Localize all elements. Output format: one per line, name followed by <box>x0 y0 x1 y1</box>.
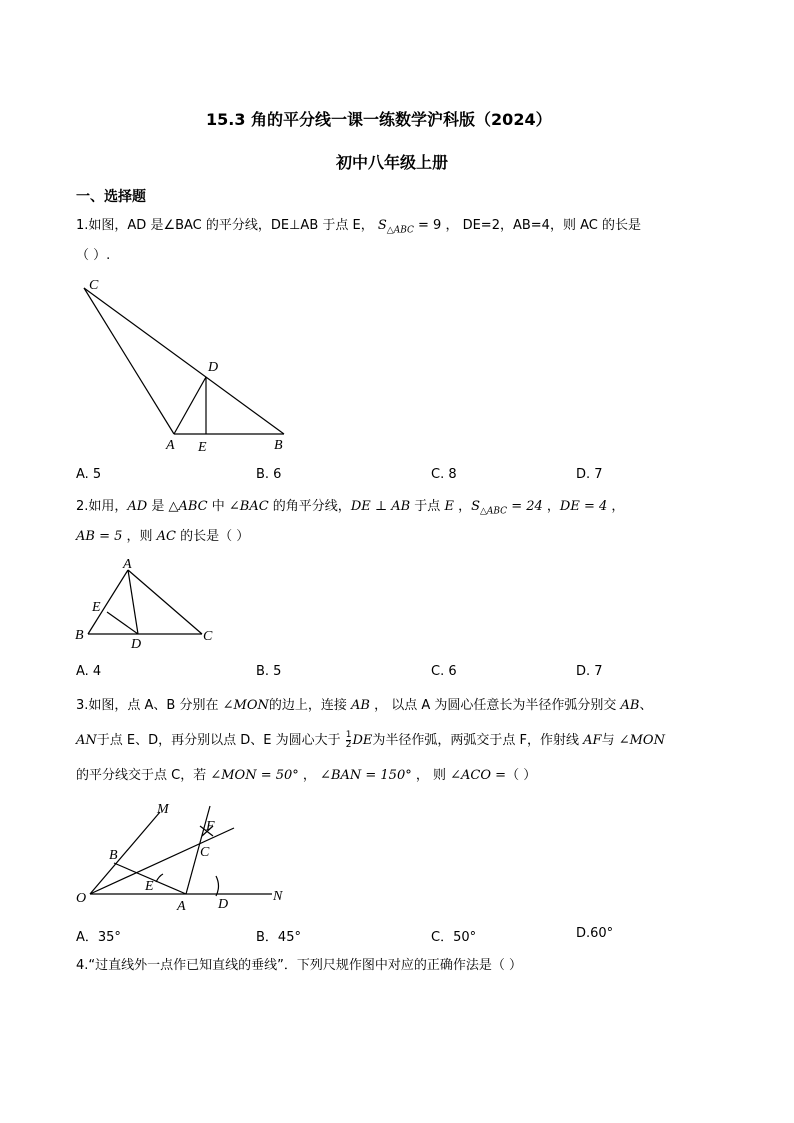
q2-label-b: B <box>75 628 84 643</box>
q2-area-subscript: △ABC <box>479 506 508 517</box>
q3-label-a: A <box>177 899 186 914</box>
q3-label-n: N <box>273 889 283 904</box>
q2-ac: AC <box>156 529 176 544</box>
q3-ab-2: AB <box>620 698 640 713</box>
question-3-line-2 <box>76 731 665 751</box>
q1-label-c: C <box>89 278 99 293</box>
q3-label-d: D <box>218 897 229 912</box>
q2-angle: ∠BAC <box>228 499 269 514</box>
q3-text-pre: 3.如图，点 A、B 分别在 <box>76 698 223 713</box>
q3-text-2: ， 以点 A 为圆心任意长为半径作弧分别交 <box>369 698 621 713</box>
q3-text-4: 于点 E、D，再分别以点 D、E 为圆心大于 <box>96 733 345 748</box>
q3-label-o: O <box>76 891 87 906</box>
q3-eq-mon: ∠MON = 50° <box>210 768 299 783</box>
q3-option-c[interactable]: C．50° <box>431 930 477 945</box>
q2-option-d[interactable]: D. 7 <box>576 664 603 679</box>
q3-text-3: 、 <box>639 698 653 713</box>
question-1-line-1 <box>76 216 641 241</box>
question-2-line-1 <box>76 497 624 522</box>
section-heading: 一、选择题 <box>76 189 146 205</box>
q1-label-e: E <box>198 440 207 455</box>
q1-text-pre: 1.如图，AD 是∠BAC 的平分线，DE⊥AB 于点 E， <box>76 218 374 233</box>
q2-text-8: ，则 <box>122 529 157 544</box>
q3-label-c: C <box>200 845 210 860</box>
q2-text-5: ， <box>453 499 472 514</box>
q3-text-5: 为半径作弧，两弧交于点 F，作射线 <box>372 733 584 748</box>
q3-arc-d <box>216 876 219 896</box>
q2-segment-ac <box>128 570 202 634</box>
q3-option-b[interactable]: B．45° <box>256 930 301 945</box>
q3-arc-e <box>156 874 163 882</box>
q3-an: AN <box>76 733 97 748</box>
q3-text-6: 与 <box>601 733 619 748</box>
q2-area-value: = 24 <box>507 499 543 514</box>
q3-option-a[interactable]: A．35° <box>76 930 121 945</box>
page-title: 15.3 角的平分线一课一练数学沪科版（2024） <box>206 110 552 129</box>
q2-option-c[interactable]: C. 6 <box>431 664 457 679</box>
question-1-figure <box>76 272 296 458</box>
q2-perp: DE ⊥ AB <box>350 499 411 514</box>
q2-option-b[interactable]: B. 5 <box>256 664 282 679</box>
q3-text-8: ， <box>298 768 321 783</box>
question-3-figure <box>72 798 292 914</box>
question-2-figure <box>72 556 222 652</box>
question-3-line-1 <box>76 696 653 716</box>
q3-fraction <box>346 731 352 750</box>
q1-option-c[interactable]: C. 8 <box>431 467 457 482</box>
q3-label-m: M <box>157 802 169 817</box>
q1-area-symbol: S <box>377 218 387 233</box>
q3-eq-ban: ∠BAN = 150° <box>320 768 412 783</box>
q1-option-a[interactable]: A. 5 <box>76 467 102 482</box>
q3-fraction-numerator: 1 <box>345 730 352 740</box>
q1-text-post: ， DE=2，AB=4，则 AC 的长是 <box>445 218 641 233</box>
q2-text-9: 的长是（ ） <box>175 529 250 544</box>
q2-text-6: ， <box>542 499 560 514</box>
q3-text-7: 的平分线交于点 C，若 <box>76 768 211 783</box>
q1-area-subscript: △ABC <box>386 225 414 236</box>
q2-label-c: C <box>203 629 213 644</box>
q2-text-7: ， <box>607 499 625 514</box>
q2-label-e: E <box>92 600 101 615</box>
q2-triangle: △ABC <box>168 499 208 514</box>
q2-option-a[interactable]: A. 4 <box>76 664 102 679</box>
q2-de: DE = 4 <box>559 499 608 514</box>
page-subtitle: 初中八年级上册 <box>336 153 449 172</box>
q3-af: AF <box>583 733 602 748</box>
q3-text-1: 的边上，连接 <box>268 698 352 713</box>
q2-label-a: A <box>123 557 132 572</box>
q2-area-symbol: S <box>471 499 480 514</box>
q3-fraction-denominator: 2 <box>345 740 352 750</box>
q1-label-b: B <box>274 438 283 453</box>
question-2-line-2 <box>76 527 249 547</box>
q3-label-f: F <box>206 819 215 834</box>
question-3-line-3 <box>76 766 536 786</box>
q2-segment-de <box>107 612 138 634</box>
q2-text-3: 的角平分线， <box>268 499 351 514</box>
q2-text-pre: 2.如用， <box>76 499 128 514</box>
q3-angle-mon-2: ∠MON <box>618 733 665 748</box>
q2-point-e: E <box>444 499 454 514</box>
q2-ad: AD <box>127 499 148 514</box>
q1-segment-cb <box>84 288 284 434</box>
q1-label-a: A <box>166 438 175 453</box>
q1-option-d[interactable]: D. 7 <box>576 467 603 482</box>
q3-label-e: E <box>145 879 154 894</box>
q1-area-value: = 9 <box>413 218 442 233</box>
q3-eq-aco: ∠ACO = <box>450 768 507 783</box>
q2-label-d: D <box>131 637 142 652</box>
q3-ab: AB <box>351 698 370 713</box>
q1-segment-ca <box>84 288 174 434</box>
q3-label-b: B <box>109 848 118 863</box>
q2-text-1: 是 <box>147 499 169 514</box>
q3-text-9: ， 则 <box>411 768 451 783</box>
q1-option-b[interactable]: B. 6 <box>256 467 282 482</box>
q2-text-4: 于点 <box>410 499 445 514</box>
q3-angle-mon: ∠MON <box>222 698 269 713</box>
q1-label-d: D <box>208 360 219 375</box>
q1-segment-ad <box>174 377 206 434</box>
q3-option-d[interactable]: D.60° <box>576 926 614 941</box>
q3-de: DE <box>352 733 373 748</box>
question-1-line-2: （ ）. <box>76 248 111 263</box>
q3-text-10: （ ） <box>506 768 537 783</box>
q2-text-2: 中 <box>207 499 229 514</box>
question-4-text: 4.“过直线外一点作已知直线的垂线”．下列尺规作图中对应的正确作法是（ ） <box>76 958 523 973</box>
q2-ab: AB = 5 <box>76 529 123 544</box>
q2-segment-ad <box>128 570 138 634</box>
